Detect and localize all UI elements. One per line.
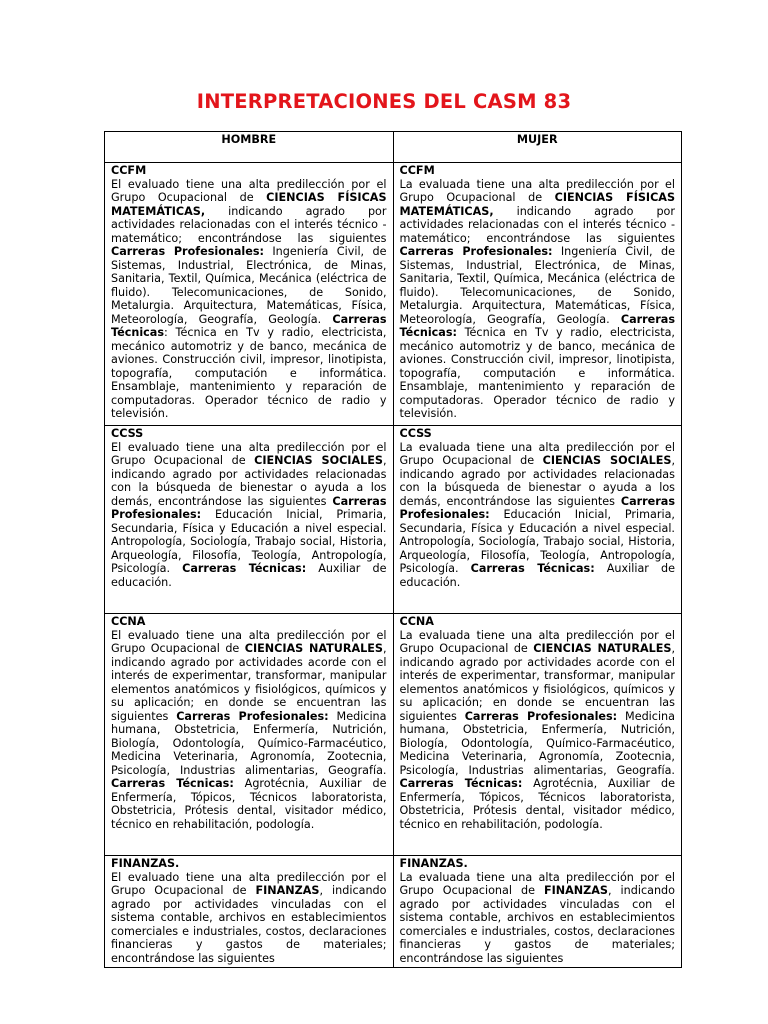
text: , indicando agrado por actividades relacionadas con la búsqueda de bienestar o ayuda a los demás, encontrándose las siguientes — [399, 454, 675, 508]
text: , indicando agrado por actividades acorde con el interés de experimentar, transformar, manipular elementos anatómicos y fisiológicos, químicos y su aplicación; en donde se encuentran las siguientes — [399, 642, 675, 723]
careers-label: Carreras Profesionales: — [111, 494, 387, 521]
text: Agrotécnia, Auxiliar de Enfermería, Tópicos, Técnicos laboratorista, Obstetricia, Prótesis dental, visitador médico, técnico en rehabilitación, podología. — [399, 777, 676, 831]
group-name: FINANZAS — [543, 884, 608, 897]
group-name: CIENCIAS FÍSICAS MATEMÁTICAS, — [111, 191, 387, 218]
group-name: CIENCIAS FÍSICAS MATEMÁTICAS, — [399, 191, 675, 218]
group-code: CCFM — [399, 164, 435, 177]
careers-label: Carreras Profesionales: — [464, 709, 618, 723]
group-code: FINANZAS. — [111, 857, 180, 870]
text: Técnica en Tv y radio, electricista, mecánico automotriz y de banco, mecánica de aviones. Construcción civil, impresor, linotipista, topografía, computación e informática. Ensamblaje, mantenimiento y reparación de computadoras. Operador técnico de radio y televisión. — [399, 326, 675, 420]
text: El evaluado tiene una alta predilección por el Grupo Ocupacional de — [111, 177, 387, 204]
table-row — [105, 426, 682, 614]
text: Medicina humana, Obstetricia, Enfermería, Nutrición, Biología, Odontología, Químico-Farmacéutico, Medicina Veterinaria, Agronomía, Zootecnia, Psicología, Industrias alimentarias, Geografía. — [399, 709, 675, 777]
careers-label: Carreras Profesionales: — [176, 709, 329, 723]
group-name: CIENCIAS SOCIALES — [254, 454, 383, 467]
text: La evaluada tiene una alta predilección por el Grupo Ocupacional de — [399, 177, 675, 204]
cell-mujer-ccss — [393, 426, 682, 614]
group-name: CIENCIAS NATURALES — [533, 642, 672, 655]
group-name: CIENCIAS NATURALES — [244, 642, 383, 655]
table-row — [105, 856, 682, 968]
group-code: CCSS — [399, 427, 432, 440]
cell-hombre-ccfm — [105, 163, 394, 426]
cell-mujer-ccfm — [393, 163, 682, 426]
tech-careers-label: Carreras Técnicas: — [182, 562, 307, 575]
text: , indicando agrado por actividades vinculadas con el sistema contable, archivos en establecimientos comerciales e industriales, costos, declaraciones financieras y gastos de materiales; encontrándose las siguientes — [111, 884, 387, 965]
header-mujer: MUJER — [393, 132, 682, 163]
text: Ingeniería Civil, de Sistemas, Industrial, Electrónica, de Minas, Sanitaria, Textil, Química, Mecánica (eléctrica de fluido). Telecomunicaciones, de Sonido, Metalurgia. Arquitectura, Matemáticas, Física, Meteorología, Geografía, Geología. — [111, 245, 387, 326]
text: La evaluada tiene una alta predilección por el Grupo Ocupacional de — [399, 628, 675, 655]
text: El evaluado tiene una alta predilección por el Grupo Ocupacional de — [111, 440, 387, 467]
table-row — [105, 614, 682, 856]
interpretation-table — [104, 131, 682, 968]
text: indicando agrado por actividades relacionadas con el interés técnico - matemático; encontrándose las siguientes — [111, 204, 387, 245]
group-code: FINANZAS. — [399, 857, 468, 870]
text: El evaluado tiene una alta predilección por el Grupo Ocupacional de — [111, 870, 387, 897]
group-code: CCNA — [399, 615, 434, 628]
tech-careers-label: Carreras Técnicas: — [399, 777, 523, 790]
tech-careers-label: Carreras Técnicas — [111, 312, 387, 339]
text: , indicando agrado por actividades acorde con el interés de experimentar, transformar, manipular elementos anatómicos y fisiológicos, químicos y su aplicación; en donde se encuentran las siguientes — [111, 642, 387, 723]
text: Educación Inicial, Primaria, Secundaria, Física y Educación a nivel especial. Antropología, Sociología, Trabajo social, Historia, Arqueología, Filosofía, Teología, Antropología, Psicología. — [111, 508, 387, 575]
tech-careers-label: Carreras Técnicas: — [111, 777, 234, 790]
cell-hombre-finanzas — [105, 856, 394, 968]
cell-hombre-ccna — [105, 614, 394, 856]
header-row — [105, 132, 682, 163]
group-code: CCNA — [111, 615, 146, 628]
text: Auxiliar de educación. — [399, 562, 675, 589]
header-hombre: HOMBRE — [105, 132, 394, 163]
careers-label: Carreras Profesionales: — [399, 245, 553, 258]
text: Agrotécnia, Auxiliar de Enfermería, Tópicos, Técnicos laboratorista, Obstetricia, Prótesis dental, visitador médico, técnico en rehabilitación, podología. — [111, 777, 387, 831]
text: : Técnica en Tv y radio, electricista, mecánico automotriz y de banco, mecánica de aviones. Construcción civil, impresor, linotipista, topografía, computación e informática. Ensamblaje, mantenimiento y reparación de computadoras. Operador técnico de radio y televisión. — [111, 326, 387, 420]
table-row — [105, 163, 682, 426]
cell-mujer-ccna — [393, 614, 682, 856]
text: La evaluada tiene una alta predilección por el Grupo Ocupacional de — [399, 870, 675, 897]
careers-label: Carreras Profesionales: — [111, 245, 264, 258]
text: , indicando agrado por actividades relacionadas con la búsqueda de bienestar o ayuda a los demás, encontrándose las siguientes — [111, 454, 387, 508]
text: El evaluado tiene una alta predilección por el Grupo Ocupacional de — [111, 628, 387, 655]
text: Auxiliar de educación. — [111, 562, 387, 589]
text: Ingeniería Civil, de Sistemas, Industrial, Electrónica, de Minas, Sanitaria, Textil, Química, Mecánica (eléctrica de fluido). Telecomunicaciones, de Sonido, Metalurgia. Arquitectura, Matemáticas, Física, Meteorología, Geografía, Geología. — [399, 245, 675, 326]
cell-mujer-finanzas — [393, 856, 682, 968]
text: Educación Inicial, Primaria, Secundaria, Física y Educación a nivel especial. Antropología, Sociología, Trabajo social, Historia, Arqueología, Filosofía, Teología, Antropología, Psicología. — [399, 508, 675, 575]
text: Medicina humana, Obstetricia, Enfermería, Nutrición, Biología, Odontología, Químico-Farmacéutico, Medicina Veterinaria, Agronomía, Zootecnia, Psicología, Industrias alimentarias, Geografía. — [111, 709, 387, 777]
page-title: INTERPRETACIONES DEL CASM 83 — [196, 90, 572, 113]
group-name: CIENCIAS SOCIALES — [542, 454, 672, 467]
careers-label: Carreras Profesionales: — [399, 494, 675, 521]
tech-careers-label: Carreras Técnicas: — [399, 312, 675, 339]
text: , indicando agrado por actividades vinculadas con el sistema contable, archivos en establecimientos comerciales e industriales, costos, declaraciones financieras y gastos de materiales; encontrándose las siguientes — [399, 884, 675, 965]
text: La evaluada tiene una alta predilección por el Grupo Ocupacional de — [399, 440, 675, 467]
cell-hombre-ccss — [105, 426, 394, 614]
group-name: FINANZAS — [255, 884, 320, 897]
group-code: CCSS — [111, 427, 144, 440]
tech-careers-label: Carreras Técnicas: — [470, 562, 595, 575]
group-code: CCFM — [111, 164, 147, 177]
text: indicando agrado por actividades relacionadas con el interés técnico - matemático; encontrándose las siguientes — [399, 204, 675, 245]
